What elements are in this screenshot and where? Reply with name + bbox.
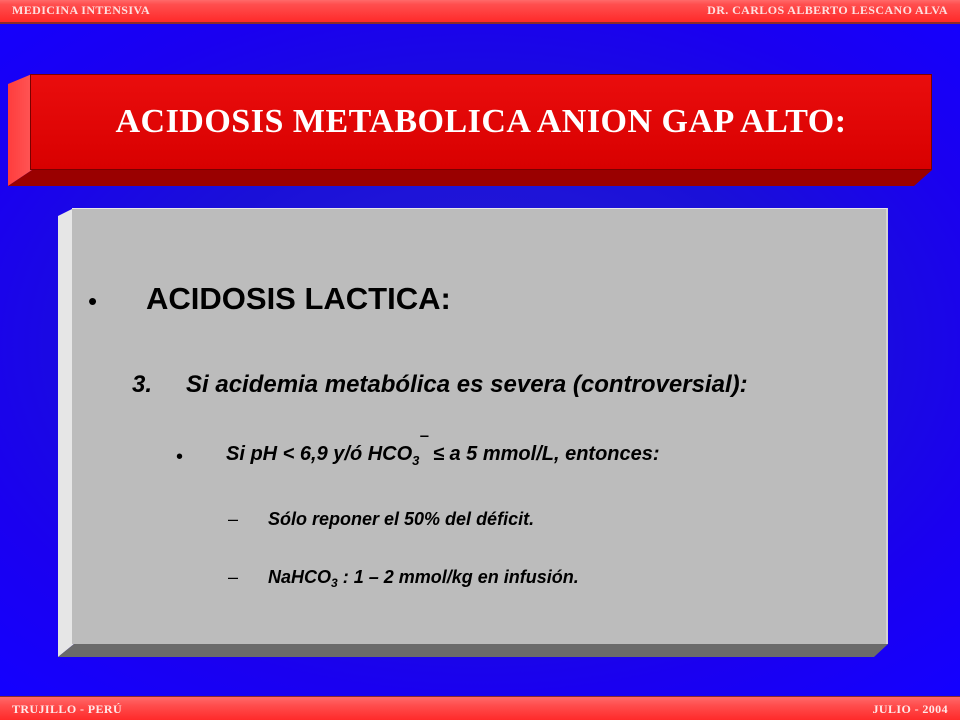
panel-bevel-bottom — [58, 644, 888, 657]
slide-title: ACIDOSIS METABOLICA ANION GAP ALTO: — [115, 103, 847, 140]
condition-subscript: 3 — [412, 453, 420, 468]
point-number: 3. — [132, 371, 153, 398]
condition-bullet: • — [176, 446, 184, 468]
heading-bullet: • — [88, 286, 98, 316]
footer-left-text: TRUJILLO - PERÚ — [12, 702, 123, 716]
item-subscript: 3 — [331, 576, 338, 590]
footer-strip — [0, 696, 960, 720]
item-dash: – — [228, 509, 239, 529]
header-right-text: DR. CARLOS ALBERTO LESCANO ALVA — [707, 3, 948, 17]
section-heading: ACIDOSIS LACTICA: — [146, 281, 451, 316]
title-banner-bevel-bottom — [8, 170, 932, 186]
point-text: Si acidemia metabólica es severa (controversial): — [186, 371, 748, 398]
condition-superscript: ‾ — [421, 434, 428, 454]
list-item: Sólo reponer el 50% del déficit. — [268, 509, 535, 529]
header-left-text: MEDICINA INTENSIVA — [12, 3, 151, 17]
title-banner — [8, 74, 932, 186]
header-strip — [0, 0, 960, 24]
item-prefix: NaHCO — [268, 567, 332, 587]
title-banner-bevel-side — [8, 74, 32, 186]
condition-suffix: ≤ a 5 mmol/L, entonces: — [427, 443, 660, 465]
condition-text — [226, 434, 660, 468]
list-item — [268, 567, 579, 590]
footer-right-text: JULIO - 2004 — [872, 702, 948, 716]
item-dash: – — [228, 567, 239, 587]
item-suffix: : 1 – 2 mmol/kg en infusión. — [337, 567, 579, 587]
condition-prefix: Si pH < 6,9 y/ó HCO — [226, 443, 413, 465]
